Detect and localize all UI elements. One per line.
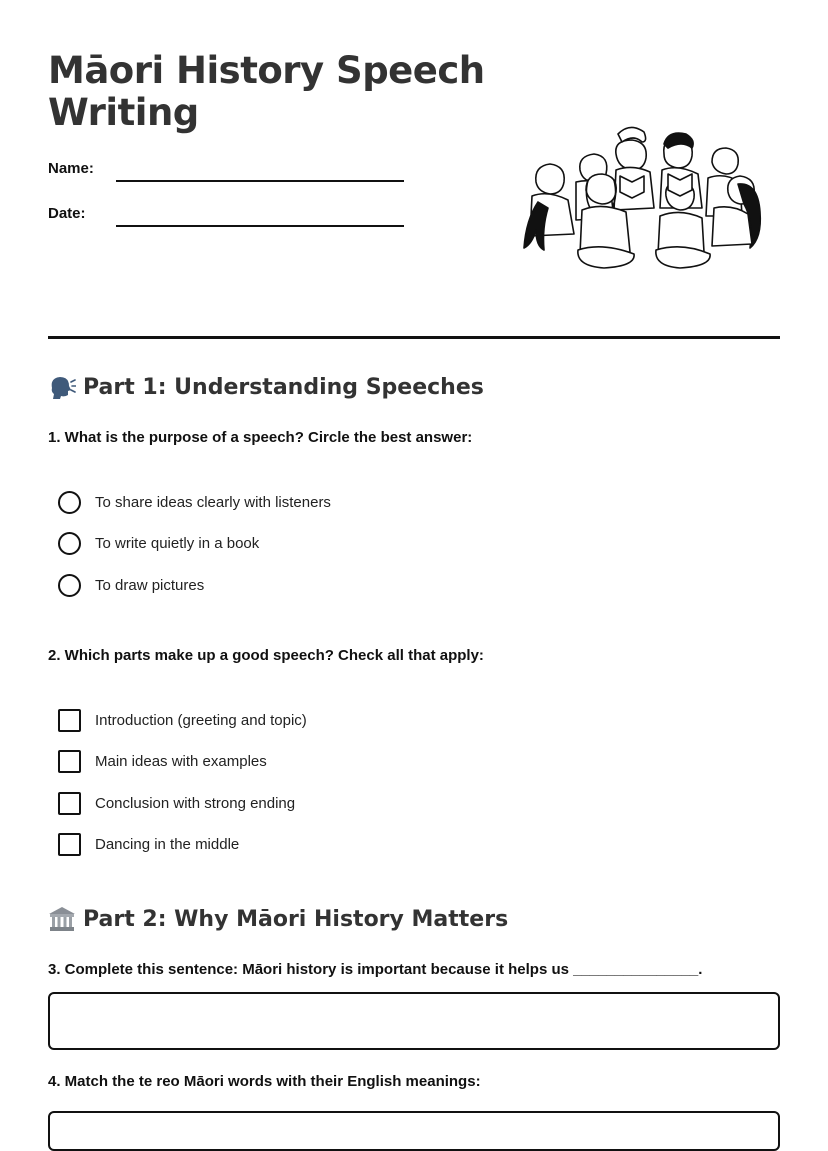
part2-heading-text: Part 2: Why Māori History Matters: [83, 906, 509, 932]
checkbox[interactable]: [58, 833, 81, 856]
q2-option-4[interactable]: [58, 833, 239, 856]
classical-building-icon: [48, 906, 76, 932]
name-field-line[interactable]: [116, 180, 404, 182]
part1-heading: [48, 374, 484, 400]
question-4: 4. Match the te reo Māori words with their English meanings:: [48, 1073, 481, 1090]
question-2: 2. Which parts make up a good speech? Check all that apply:: [48, 647, 484, 664]
q2-option-1-label: Introduction (greeting and topic): [95, 712, 307, 729]
q2-option-3[interactable]: [58, 792, 295, 815]
q2-option-2[interactable]: [58, 750, 267, 773]
part2-heading: [48, 906, 508, 932]
checkbox[interactable]: [58, 792, 81, 815]
date-label: Date:: [48, 205, 86, 222]
q1-option-1-label: To share ideas clearly with listeners: [95, 494, 331, 511]
q3-answer-box[interactable]: [48, 992, 780, 1050]
question-1: 1. What is the purpose of a speech? Circle the best answer:: [48, 429, 473, 446]
q4-matching-box[interactable]: [48, 1111, 780, 1151]
radio-circle[interactable]: [58, 532, 81, 555]
q1-option-3[interactable]: [58, 574, 204, 597]
radio-circle[interactable]: [58, 574, 81, 597]
q1-option-1[interactable]: [58, 491, 331, 514]
worksheet-title: Māori History Speech Writing: [48, 49, 485, 134]
part1-heading-text: Part 1: Understanding Speeches: [83, 374, 484, 400]
q2-option-3-label: Conclusion with strong ending: [95, 795, 296, 812]
speaking-head-icon: [48, 374, 76, 400]
q2-option-4-label: Dancing in the middle: [95, 836, 240, 853]
name-label: Name:: [48, 160, 94, 177]
q1-option-3-label: To draw pictures: [95, 577, 205, 594]
radio-circle[interactable]: [58, 491, 81, 514]
q2-option-2-label: Main ideas with examples: [95, 753, 267, 770]
q1-option-2-label: To write quietly in a book: [95, 535, 260, 552]
checkbox[interactable]: [58, 709, 81, 732]
question-3: 3. Complete this sentence: Māori history is important because it helps us _______________.: [48, 961, 703, 978]
date-field-line[interactable]: [116, 225, 404, 227]
children-circle-illustration: [518, 112, 766, 276]
checkbox[interactable]: [58, 750, 81, 773]
q2-option-1[interactable]: [58, 709, 307, 732]
q1-option-2[interactable]: [58, 532, 259, 555]
section-divider: [48, 336, 780, 339]
